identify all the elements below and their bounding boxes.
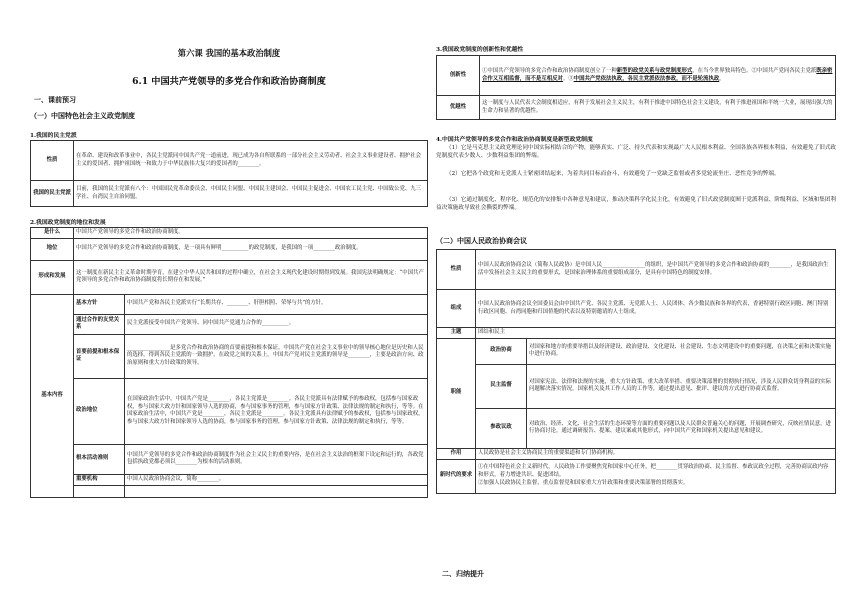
cell-content: 对国家和地方的重要举措以及经济建设、政治建设、文化建设、社会建设、生态文明建设中的重要问题，在决策之前和决策实施中进行协商。 [527,338,836,364]
point-4-label: 4.中国共产党领导的多党合作和政治协商制度是新型政党制度 [436,137,593,143]
cell-subheader: 参政议政 [476,408,527,448]
cell-header: 形成和发展 [31,260,74,294]
table-cppcc [436,249,836,494]
cell-subheader: 民主监督 [476,364,527,408]
section-heading-summary: 二、归纳提升 [442,569,484,578]
table-innovation-superiority [436,55,836,120]
cell-header-basic-content: 基本内容 [31,294,74,497]
point-3-label: 3.我国政党制度的创新性和优越性 [436,47,524,53]
cell-content: 中国人民政治协商会议，简称________。 [125,474,428,485]
cell-content: 中国共产党领导的多党合作和政治协商制度作为社会主义民主的重要内容，是在社会主义法治的框架下设定和运行的，各政党包括执政党都必须以________为根本的活动准则。 [125,444,428,474]
cell-header: 我国的民主党派 [31,181,74,207]
cell-content: ________________是多党合作和政治协商的首要前提和根本保证。中国共产党在社会主义事业中的领导核心地位是历史和人民的选择，得到各民主党派的一致拥护。在政党之间的关系上，中国共产党对民主党派的领导是________，主要是政治方向、政治原则和重大方针政策的领导。 [125,334,428,378]
cell-content: 目前，我国的民主党派有八个：中国国民党革命委员会、中国民主同盟、中国民主建国会、中国民主促进会、中国农工民主党、中国致公党、九三学社、台湾民主自治同盟。 [74,181,428,207]
table-democratic-parties [30,140,428,207]
cell-header: 创新性 [437,56,480,96]
cell-empty [74,485,125,497]
cell-content: 民主党派接受中国共产党领导、同中国共产党通力合作的__________。 [125,314,428,334]
paragraph-new-party-system-1: （1）它是马克思主义政党理论同中国实际相结合的产物，能够真实、广泛、持久代表和实现最广大人民根本利益、全国各族各界根本利益，有效避免了旧式政党制度代表少数人、少数利益集团的弊端。 [436,145,836,160]
section-heading-preview: 一、课前预习 [34,95,76,104]
cell-header: 主题 [437,328,476,339]
cell-header: 新时代的要求 [437,459,476,493]
cell-content: 中国人民政治协商会议（简称人民政协）是中国人民________________的组织，是中国共产党领导的多党合作和政治协商的________，是我国政治生活中发扬社会主义民主的重要形式，是国家治理体系的重要组成部分，是具有中国特色的制度安排。 [476,250,836,290]
subsection-heading-party-system: （一）中国特色社会主义政党制度 [30,111,135,120]
cell-subheader: 根本活动准则 [74,444,125,474]
cell-subheader: 重要机构 [74,474,125,485]
cell-content: ①在中国特色社会主义新时代，人民政协工作要聚焦党和国家中心任务，把________贯穿政治协商、民主监督、参政议政全过程，完善协商议政内容和形式，着力增进共识、促进团结。 ②加强人民政协民主监督，重点监督党和国家重大方针政策和重要决策部署的贯彻落实。 [476,459,836,493]
subsection-heading-cppcc: （二）中国人民政治协商会议 [436,236,527,245]
cell-header: 优越性 [437,96,480,120]
cell-header: 是什么 [31,228,74,239]
cell-content: 中国共产党和各民主党派实行“长期共存、________、肝胆相照、荣辱与共”的方针。 [125,294,428,314]
cell-header: 作用 [437,448,476,459]
cell-subheader: 通过合作的友党关系 [74,314,125,334]
lesson-title: 6.1 中国共产党领导的多党合作和政治协商制度 [132,76,326,87]
cell-header-functions: 职能 [437,338,476,448]
cell-content-innovation: ①中国共产党领导的多党合作和政治协商制度创立了一种新型的政党关系与政党制度形式，在当今世界独具特色。②中国共产党同各民主党派既亲密合作又互相监督，而不是互相反对。③中国共产党依法执政，各民主党派依法参政，而不是轮流执政。 [480,56,836,96]
cell-subheader: 基本方针 [74,294,125,314]
cell-content: 中国人民政治协商会议全国委员会由中国共产党、各民主党派、无党派人士、人民团体、各少数民族和各界的代表，香港特别行政区同胞、澳门特别行政区同胞、台湾同胞和归国侨胞的代表以及特别邀请的人士组成。 [476,290,836,328]
table-party-system-status [30,227,428,498]
cell-subheader: 政治地位 [74,378,125,444]
cell-content: 在国家政治生活中，中国共产党是________，各民主党派是________。各民主党派具有法律赋予的参政权，包括参与国家政权，参与国家大政方针和国家领导人选的协商，参与国家事务的管理，参与国家方针政策、法律法规的制定和执行，等等。在国家政治生活中，中国共产党是________，各民主党派是________。各民主党派具有法律赋予的参政权，包括参与国家政权，参与国家大政方针和国家领导人选的协商，参与国家事务的管理，参与国家方针政策、法律法规的制定和执行，等等。 [125,378,428,444]
point-2-label: 2.我国政党制度的地位和发展 [30,220,106,226]
chapter-title: 第六课 我国的基本政治制度 [177,48,281,58]
cell-content: 团结和民主 [476,328,836,339]
cell-content: 对国家宪法、法律和法规的实施，重大方针政策、重大改革举措、重要决策部署的贯彻执行情况，涉及人民群众切身利益的实际问题解决落实情况，国家机关及其工作人员的工作等，通过提出意见、批评、建议的方式进行协商式监督。 [527,364,836,408]
cell-content: 中国共产党领导的多党合作和政治协商制度，是一项具有鲜明__________的政党制度，是我国的一项________政治制度。 [74,238,428,260]
cell-content: 对政治、经济、文化、社会生活的生态环境等方面的重要问题以及人民群众普遍关心的问题，开展调查研究，反映社情民意，进行协商讨论。通过调研报告、提案、建议案或其他形式，向中国共产党和国家机关提出意见和建议。 [527,408,836,448]
paragraph-new-party-system-2: （2）它把各个政党和无党派人士紧密团结起来，为着共同目标而奋斗，有效避免了一党缺乏监督或者多党轮流坐庄、恶性竞争的弊端。 [446,171,780,177]
cell-header: 性质 [437,250,476,290]
cell-content: 人民政协是社会主义协商民主的重要渠道和专门协商机构。 [476,448,836,459]
paragraph-new-party-system-3: （3）它通过制度化、程序化、规范化的安排集中各种意见和建议，推动决策科学化民主化，有效避免了旧式政党制度囿于党派利益、阶级利益、区域和集团利益决策施政导致社会撕裂的弊端。 [436,197,836,212]
cell-header: 组成 [437,290,476,328]
cell-empty [125,485,428,497]
cell-subheader: 政治协商 [476,338,527,364]
cell-content: 这一制度与人民代表大会制度相适应，有利于发展社会主义民主，有利于推进中国特色社会主义建设，有利于推进祖国和平统一大业，展现出强大的生命力和显著的优越性。 [480,96,836,120]
point-1-label: 1.我国的民主党派 [30,133,77,139]
cell-subheader: 首要前提和根本保证 [74,334,125,378]
cell-content: 这一制度在新民主主义革命时期孕育，在建立中华人民共和国的过程中确立，在社会主义现代化建设时期得到发展。我国宪法明确规定：“中国共产党领导的多党合作和政治协商制度将长期存在和发展。” [74,260,428,294]
cell-content: 在革命、建设和改革事业中，各民主党派同中国共产党一道前进，现已成为各自所联系的一部分社会主义劳动者、社会主义事业建设者、拥护社会主义的爱国者、拥护祖国统一和致力于中华民族伟大复兴的爱国者的________。 [74,141,428,181]
cell-content: 中国共产党领导的多党合作和政治协商制度。 [74,228,428,239]
cell-header: 性质 [31,141,74,181]
cell-header: 地位 [31,238,74,260]
